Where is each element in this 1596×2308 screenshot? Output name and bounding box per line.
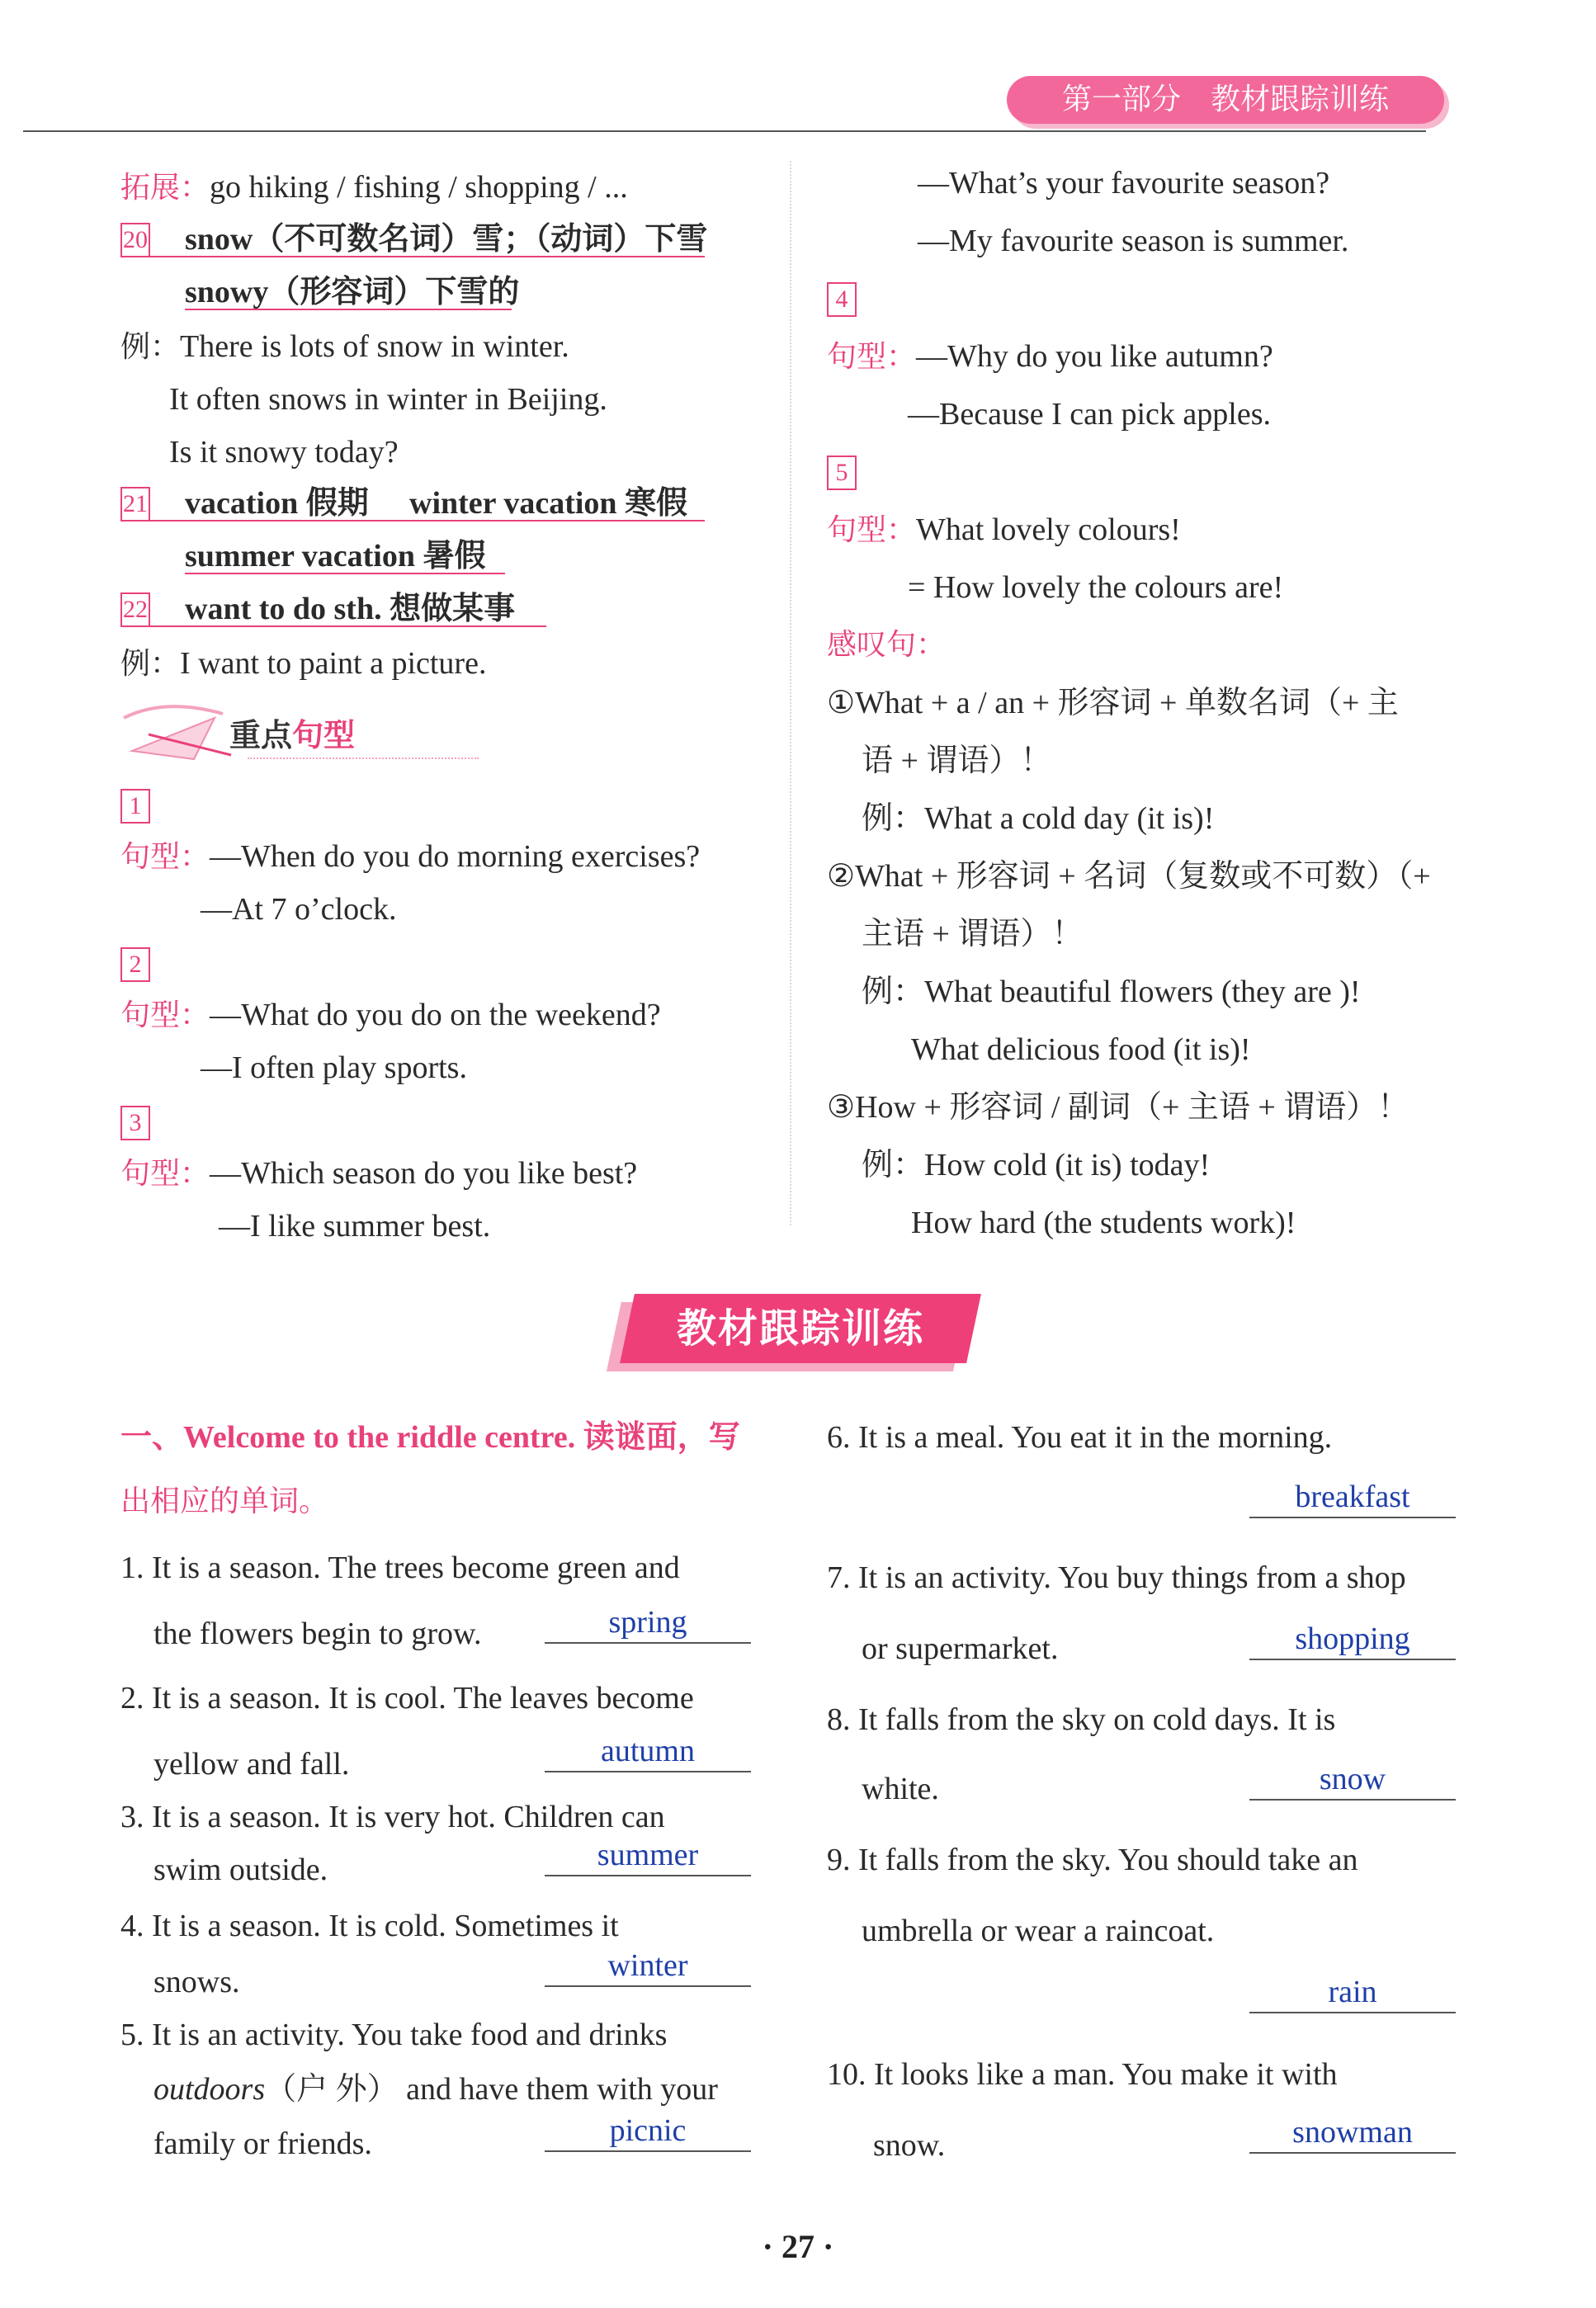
pattern-label: 句型： <box>120 998 210 1032</box>
q5-italic-word: outdoors <box>153 2072 266 2107</box>
q5-answer-line <box>545 2150 751 2152</box>
q6-answer-line <box>1249 1517 1456 1518</box>
section-title <box>229 715 355 756</box>
pattern-2-question <box>120 997 661 1034</box>
pattern-4-answer: —Because I can pick apples. <box>908 397 1271 432</box>
exclamation-1-line2: 语 + 谓语）！ <box>862 743 1052 778</box>
exclamation-2-example-2: What delicious food (it is)! <box>911 1032 1251 1067</box>
q5-answer[interactable]: picnic <box>609 2113 687 2148</box>
example-20-2: It often snows in winter in Beijing. <box>169 382 607 417</box>
q8-answer[interactable]: snow <box>1319 1762 1386 1796</box>
q5-line2 <box>153 2071 718 2107</box>
banner-title: 教材跟踪训练 <box>676 1305 924 1352</box>
q3-line1: 3. It is a season. It is very hot. Children can <box>120 1800 665 1834</box>
q1-line1: 1. It is a season. The trees become green and <box>120 1550 680 1585</box>
q7-answer-line <box>1249 1659 1456 1660</box>
item-21-line1a: vacation 假期 <box>185 486 369 521</box>
pattern-2-answer: —I often play sports. <box>201 1050 467 1085</box>
q4-answer-line <box>545 1985 751 1987</box>
exclamation-3-line1: ③How + 形容词 / 副词（+ 主语 + 谓语）！ <box>827 1090 1409 1125</box>
item-21-underline-2 <box>185 573 505 574</box>
right-question: —What’s your favourite season? <box>918 166 1330 201</box>
item-20-line2: snowy（形容词）下雪的 <box>185 275 520 309</box>
pattern-3-answer: —I like summer best. <box>219 1209 491 1244</box>
example-20-3: Is it snowy today? <box>169 435 399 470</box>
q3-answer[interactable]: summer <box>597 1838 699 1872</box>
example-label: 例： <box>120 647 181 681</box>
pattern-5-question <box>827 512 1181 549</box>
pattern-text: —When do you do morning exercises? <box>210 839 701 874</box>
q10-answer[interactable]: snowman <box>1292 2115 1413 2150</box>
exclamation-1-line1: ①What + a / an + 形容词 + 单数名词（+ 主 <box>827 686 1399 720</box>
pattern-text: —Why do you like autumn? <box>916 339 1273 374</box>
page-number: · 27 · <box>762 2228 834 2265</box>
section-title-a: 重点 <box>229 717 293 753</box>
pattern-label: 句型： <box>120 840 210 874</box>
q9-answer[interactable]: rain <box>1328 1975 1377 2009</box>
exclamation-3-example-1: 例：How cold (it is) today! <box>862 1148 1211 1182</box>
q7-answer[interactable]: shopping <box>1295 1621 1410 1656</box>
item-22-line: want to do sth. 想做某事 <box>185 592 516 626</box>
pattern-2-number: 2 <box>120 947 150 982</box>
q4-answer[interactable]: winter <box>607 1948 688 1983</box>
q6-answer[interactable]: breakfast <box>1295 1480 1410 1514</box>
q4-line1: 4. It is a season. It is cold. Sometimes it <box>120 1909 619 1943</box>
q7-line2: or supermarket. <box>862 1631 1059 1666</box>
exclamation-label: 感叹句： <box>827 628 947 662</box>
pattern-1-number: 1 <box>120 789 150 824</box>
q8-line2: white. <box>862 1772 939 1806</box>
q3-answer-line <box>545 1875 751 1876</box>
example-22 <box>120 645 486 682</box>
q8-answer-line <box>1249 1799 1456 1801</box>
example-text: There is lots of snow in winter. <box>180 329 569 364</box>
pattern-label: 句型： <box>827 340 917 374</box>
item-20-line1: snow（不可数名词）雪；（动词）下雪 <box>185 222 708 257</box>
q4-line2: snows. <box>153 1965 240 1999</box>
example-label: 例： <box>120 330 181 364</box>
exclamation-2-line2: 主语 + 谓语）！ <box>862 917 1084 951</box>
q1-answer[interactable]: spring <box>608 1605 687 1640</box>
expand-text: go hiking / fishing / shopping / ... <box>210 170 628 205</box>
pattern-3-question <box>120 1155 637 1192</box>
q2-answer-line <box>545 1771 751 1772</box>
q7-line1: 7. It is an activity. You buy things from a shop <box>827 1560 1406 1595</box>
q3-line2: swim outside. <box>153 1853 328 1887</box>
pattern-text: —What do you do on the weekend? <box>210 998 661 1032</box>
pattern-label: 句型： <box>827 513 917 547</box>
q5-line1: 5. It is an activity. You take food and drinks <box>120 2018 668 2052</box>
q9-answer-line <box>1249 2012 1456 2013</box>
exclamation-1-example: 例：What a cold day (it is)! <box>862 801 1215 836</box>
item-20-number: 20 <box>120 223 150 257</box>
exclamation-2-example-1: 例：What beautiful flowers (they are )! <box>862 975 1361 1009</box>
q10-line1: 10. It looks like a man. You make it with <box>827 2057 1338 2092</box>
pattern-4-number: 4 <box>827 282 857 317</box>
column-divider <box>790 161 791 1225</box>
pattern-5-number: 5 <box>827 455 857 490</box>
q1-answer-line <box>545 1642 751 1644</box>
q10-answer-line <box>1249 2152 1456 2154</box>
q9-line1: 9. It falls from the sky. You should take an <box>827 1843 1358 1877</box>
expand-row <box>120 169 628 206</box>
q2-line1: 2. It is a season. It is cool. The leaves become <box>120 1681 694 1716</box>
item-22-number: 22 <box>120 592 150 627</box>
item-20-underline <box>120 256 705 257</box>
exclamation-2-line1: ②What + 形容词 + 名词（复数或不可数）（+ <box>827 859 1431 894</box>
exercise-heading-line2: 出相应的单词。 <box>120 1484 329 1518</box>
q2-answer[interactable]: autumn <box>601 1734 695 1768</box>
item-22-underline <box>120 625 546 627</box>
q6-line1: 6. It is a meal. You eat it in the morning. <box>827 1420 1333 1455</box>
q8-line1: 8. It falls from the sky on cold days. It is <box>827 1702 1336 1737</box>
pattern-1-answer: —At 7 o’clock. <box>201 892 397 927</box>
exclamation-3-example-2: How hard (the students work)! <box>911 1206 1296 1240</box>
header-rule <box>23 130 1426 132</box>
pattern-1-question <box>120 838 700 876</box>
item-21-line2: summer vacation 暑假 <box>185 539 486 573</box>
item-20-underline-2 <box>185 309 512 310</box>
pattern-5-answer: = How lovely the colours are! <box>908 570 1284 605</box>
pattern-text: What lovely colours! <box>916 512 1181 547</box>
expand-label: 拓展： <box>120 171 210 205</box>
pattern-4-question <box>827 338 1273 375</box>
ribbon-decoration-icon <box>116 693 248 767</box>
q1-line2: the flowers begin to grow. <box>153 1617 482 1651</box>
example-text: I want to paint a picture. <box>180 646 487 681</box>
example-20-1 <box>120 328 569 366</box>
q5-line3: family or friends. <box>153 2126 372 2161</box>
pattern-label: 句型： <box>120 1157 210 1191</box>
section-tab: 第一部分 教材跟踪训练 <box>1007 76 1444 124</box>
title-dots <box>248 758 479 759</box>
q2-line2: yellow and fall. <box>153 1747 350 1782</box>
exercise-heading-line1: 一、Welcome to the riddle centre. 读谜面，写 <box>120 1420 740 1455</box>
item-21-line1b: winter vacation 寒假 <box>409 486 688 521</box>
q5-line2-rest: （户 外） and have them with your <box>265 2072 718 2107</box>
pattern-text: —Which season do you like best? <box>210 1156 638 1191</box>
q10-line2: snow. <box>873 2128 946 2163</box>
section-title-b: 句型 <box>292 717 356 753</box>
q9-line2: umbrella or wear a raincoat. <box>862 1914 1215 1948</box>
pattern-3-number: 3 <box>120 1106 150 1140</box>
right-answer: —My favourite season is summer. <box>918 224 1349 258</box>
item-21-underline <box>120 520 705 522</box>
item-21-number: 21 <box>120 487 150 522</box>
